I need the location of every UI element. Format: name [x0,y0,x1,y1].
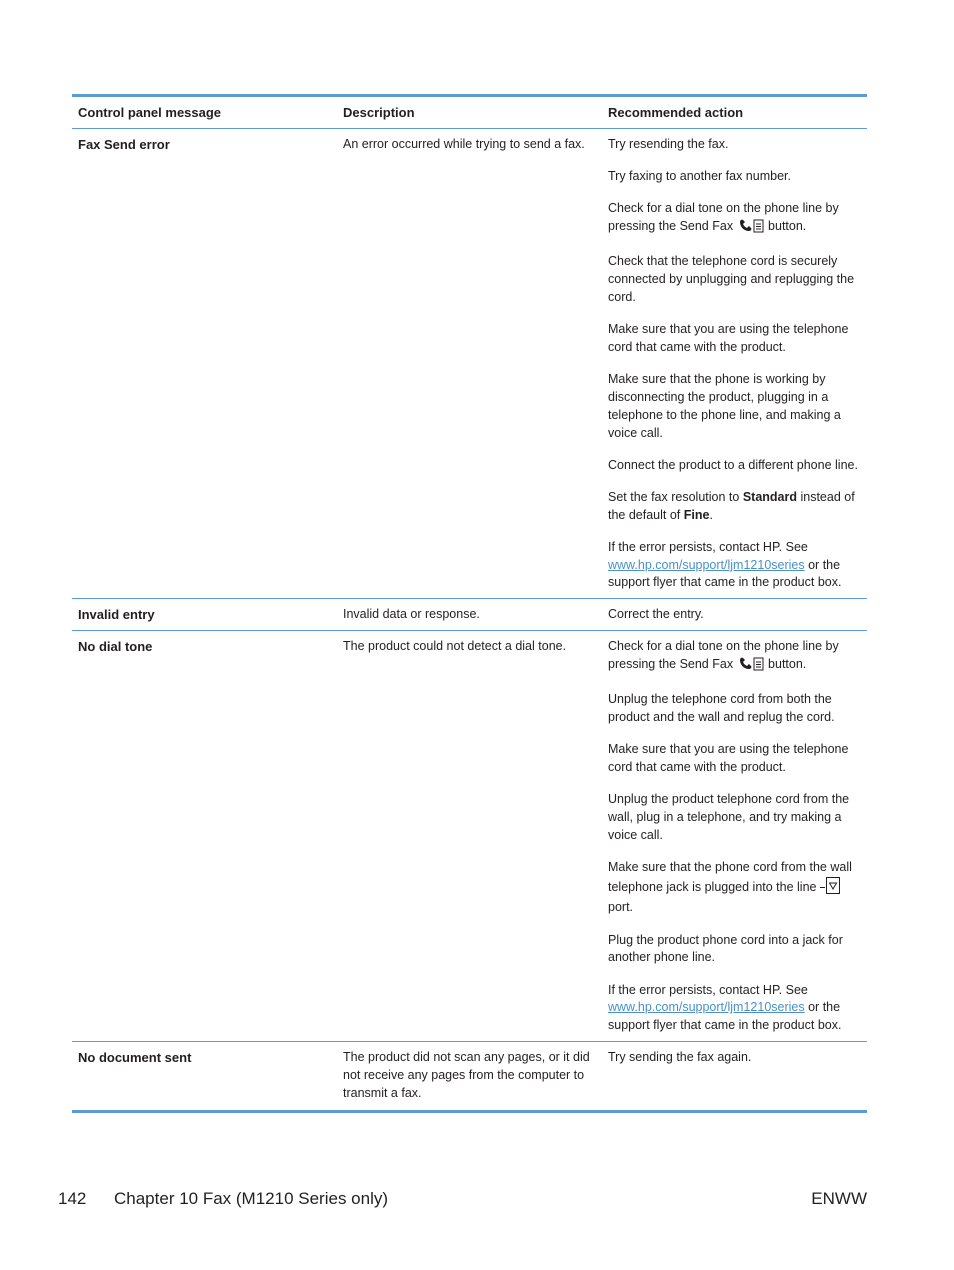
action-item [608,638,863,677]
action-text: button. [768,219,807,234]
action-item: Unplug the product telephone cord from the wall, plug in a telephone, and try making a voice call. [608,792,850,842]
action-item [608,539,863,592]
action-item: Check that the telephone cord is securely connected by unplugging and replugging the cord. [608,254,855,304]
action-item [608,859,863,917]
message-name: No dial tone [78,639,153,655]
message-description: Invalid data or response. [343,607,480,622]
action-text: . [709,507,713,522]
page-number: 142 [58,1189,87,1208]
action-item: Connect the product to a different phone line. [608,457,858,472]
locale-code: ENWW [811,1189,867,1208]
header-control-panel-message: Control panel message [78,105,222,120]
header-recommended-action: Recommended action [608,105,744,120]
action-text: Set the fax resolution to [608,489,743,504]
action-text: If the error persists, contact HP. See [608,539,808,554]
table-row [72,599,867,631]
action-item: Try faxing to another fax number. [608,169,791,184]
recommended-actions [602,606,867,624]
error-message-table [72,94,867,1113]
setting-standard: Standard [742,489,797,504]
setting-fine: Fine [683,507,710,522]
chapter-title: Chapter 10 Fax (M1210 Series only) [114,1189,389,1208]
message-description: The product did not scan any pages, or it did not receive any pages from the computer to transmit a fax. [343,1049,590,1100]
message-name: Invalid entry [78,607,155,623]
action-text: or the support flyer that came in the product box. [608,1000,842,1033]
action-item: Make sure that you are using the telephone cord that came with the product. [608,322,849,354]
action-text: or the support flyer that came in the product box. [608,557,842,590]
action-item: Unplug the telephone cord from both the product and the wall and replug the cord. [608,692,835,724]
action-text: instead of the default of [608,489,855,522]
table-bottom-rule [72,1110,867,1113]
action-item [608,489,863,525]
hp-support-link[interactable]: www.hp.com/support/ljm1210series [608,1000,805,1015]
line-port-connector [820,887,825,888]
action-text: If the error persists, contact HP. See [608,982,808,997]
page-footer [58,1187,867,1211]
send-fax-icon [738,657,764,677]
action-item [608,200,863,239]
line-port-icon [826,877,840,900]
action-text: port. [608,900,634,915]
message-name: Fax Send error [78,137,170,152]
message-description: The product could not detect a dial tone. [343,639,567,654]
action-text: Check for a dial tone on the phone line by pressing the Send Fax [608,639,839,671]
message-name: No document sent [78,1049,192,1065]
action-item: Make sure that the phone is working by disconnecting the product, plugging in a telephone to the phone line, and making a voice call. [608,372,841,440]
table-row [72,1042,867,1110]
header-description: Description [343,105,415,120]
action-text: Make sure that the phone cord from the wall telephone jack is plugged into the line [608,859,852,894]
table-header-row [72,97,867,129]
action-item: Try sending the fax again. [608,1049,752,1064]
action-text: Check for a dial tone on the phone line by pressing the Send Fax [608,201,839,234]
action-item [608,982,863,1035]
action-item: Try resending the fax. [608,137,729,151]
table-row [72,631,867,1042]
table-row [72,129,867,599]
action-text: button. [768,656,807,671]
recommended-actions [602,136,867,592]
message-description: An error occurred while trying to send a fax. [343,137,585,151]
recommended-actions [602,638,867,1035]
send-fax-icon [738,219,764,239]
action-item: Correct the entry. [608,607,704,622]
recommended-actions [602,1049,867,1102]
action-item: Plug the product phone cord into a jack for another phone line. [608,932,843,965]
action-item: Make sure that you are using the telephone cord that came with the product. [608,742,849,774]
hp-support-link[interactable]: www.hp.com/support/ljm1210series [608,557,805,572]
